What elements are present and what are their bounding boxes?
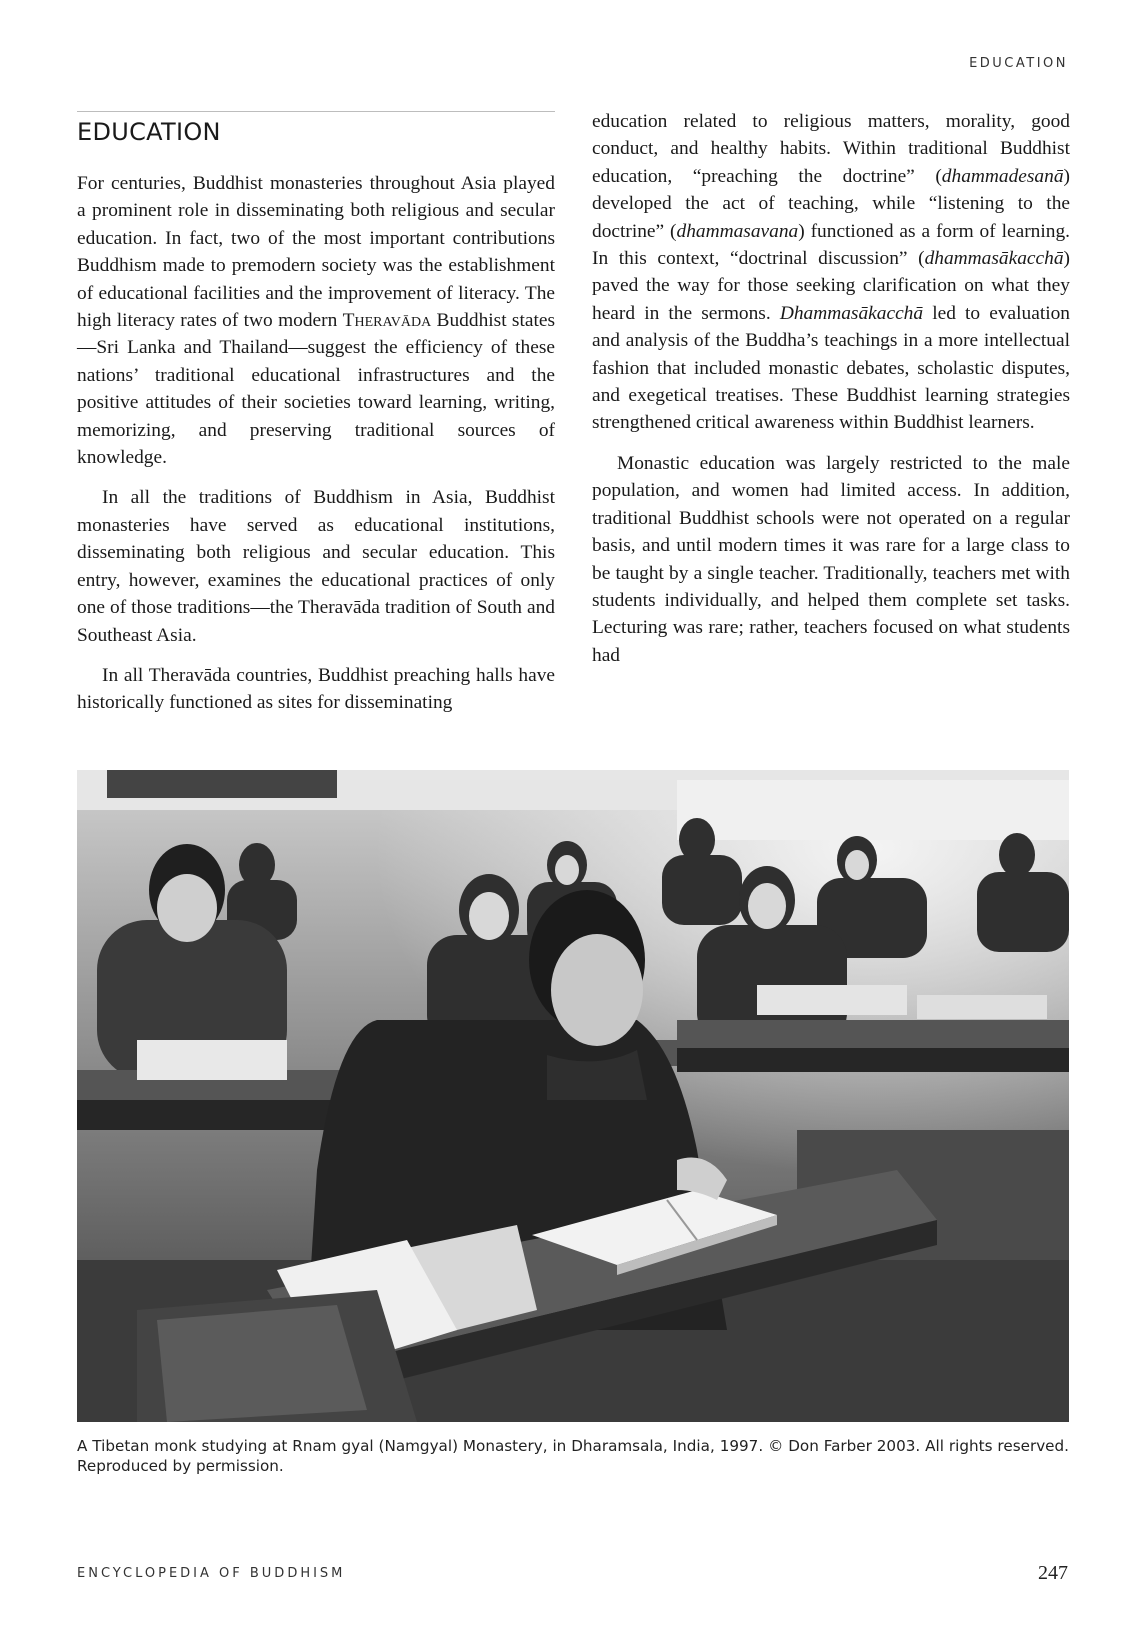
page-number: 247 — [1038, 1562, 1068, 1584]
footer-book-title: ENCYCLOPEDIA OF BUDDHISM — [77, 1566, 346, 1581]
pali-term: dhammadesanā — [941, 165, 1064, 187]
photo-caption: A Tibetan monk studying at Rnam gyal (Namgyal) Monastery, in Dharamsala, India, 1997. © Don Farber 2003. All rights reserved. Reproduced by permission. — [77, 1437, 1069, 1475]
right-column — [592, 108, 1070, 669]
pali-term: dhammasavana — [676, 220, 799, 242]
paragraph: In all the traditions of Buddhism in Asia, Buddhist monasteries have served as educational institutions, disseminating both religious and secular education. This entry, however, examines the educational practices of only one of those traditions—the Theravāda tradition of South and Southeast Asia. — [77, 487, 555, 646]
pali-term: Dhammasākacchā — [779, 302, 924, 324]
left-column — [77, 170, 555, 717]
photo-illustration — [77, 770, 1069, 1422]
section-title: EDUCATION — [77, 118, 221, 146]
pali-term: dhammasākacchā — [924, 248, 1064, 270]
paragraph: education related to religious matters, morality, good conduct, and healthy habits. Within traditional Buddhist education, “preaching the doctrine” (dhammadesanā) developed the act of teaching, while “listening to the doctrine” (dhammasavana) functioned as a form of learning. In this context, “doctrinal discussion” (dhammasākacchā) paved the way for those seeking clarification on what they heard in the sermons. Dhammasākacchā led to evaluation and analysis of the Buddha’s teachings in a more intellectual fashion that included monastic debates, scholastic disputes, and exegetical treatises. These Buddhist learning strategies strengthened critical awareness within Buddhist learners. — [592, 111, 1070, 434]
paragraph: Monastic education was largely restricted to the male population, and women had limited access. In addition, traditional Buddhist schools were not operated on a regular basis, and until modern times it was rare for a large class to be taught by a single teacher. Traditionally, teachers met with students individually, and helped them complete set tasks. Lecturing was rare; rather, teachers focused on what students had — [592, 452, 1070, 666]
theravada-term: Theravāda — [342, 310, 432, 332]
paragraph: In all Theravāda countries, Buddhist preaching halls have historically functioned as sites for disseminating — [77, 664, 555, 714]
section-rule — [77, 111, 555, 112]
monk-studying-photo — [77, 770, 1069, 1422]
paragraph: For centuries, Buddhist monasteries throughout Asia played a prominent role in disseminating both religious and secular education. In fact, two of the most important contributions Buddhism made to premodern society was the establishment of educational facilities and the improvement of literacy. The high literacy rates of two modern Theravāda Buddhist states—Sri Lanka and Thailand—suggest the efficiency of these nations’ traditional educational infrastructures and the positive attitudes of their societies toward learning, writing, memorizing, and preserving traditional sources of knowledge. — [77, 173, 555, 469]
running-head: EDUCATION — [969, 56, 1068, 71]
